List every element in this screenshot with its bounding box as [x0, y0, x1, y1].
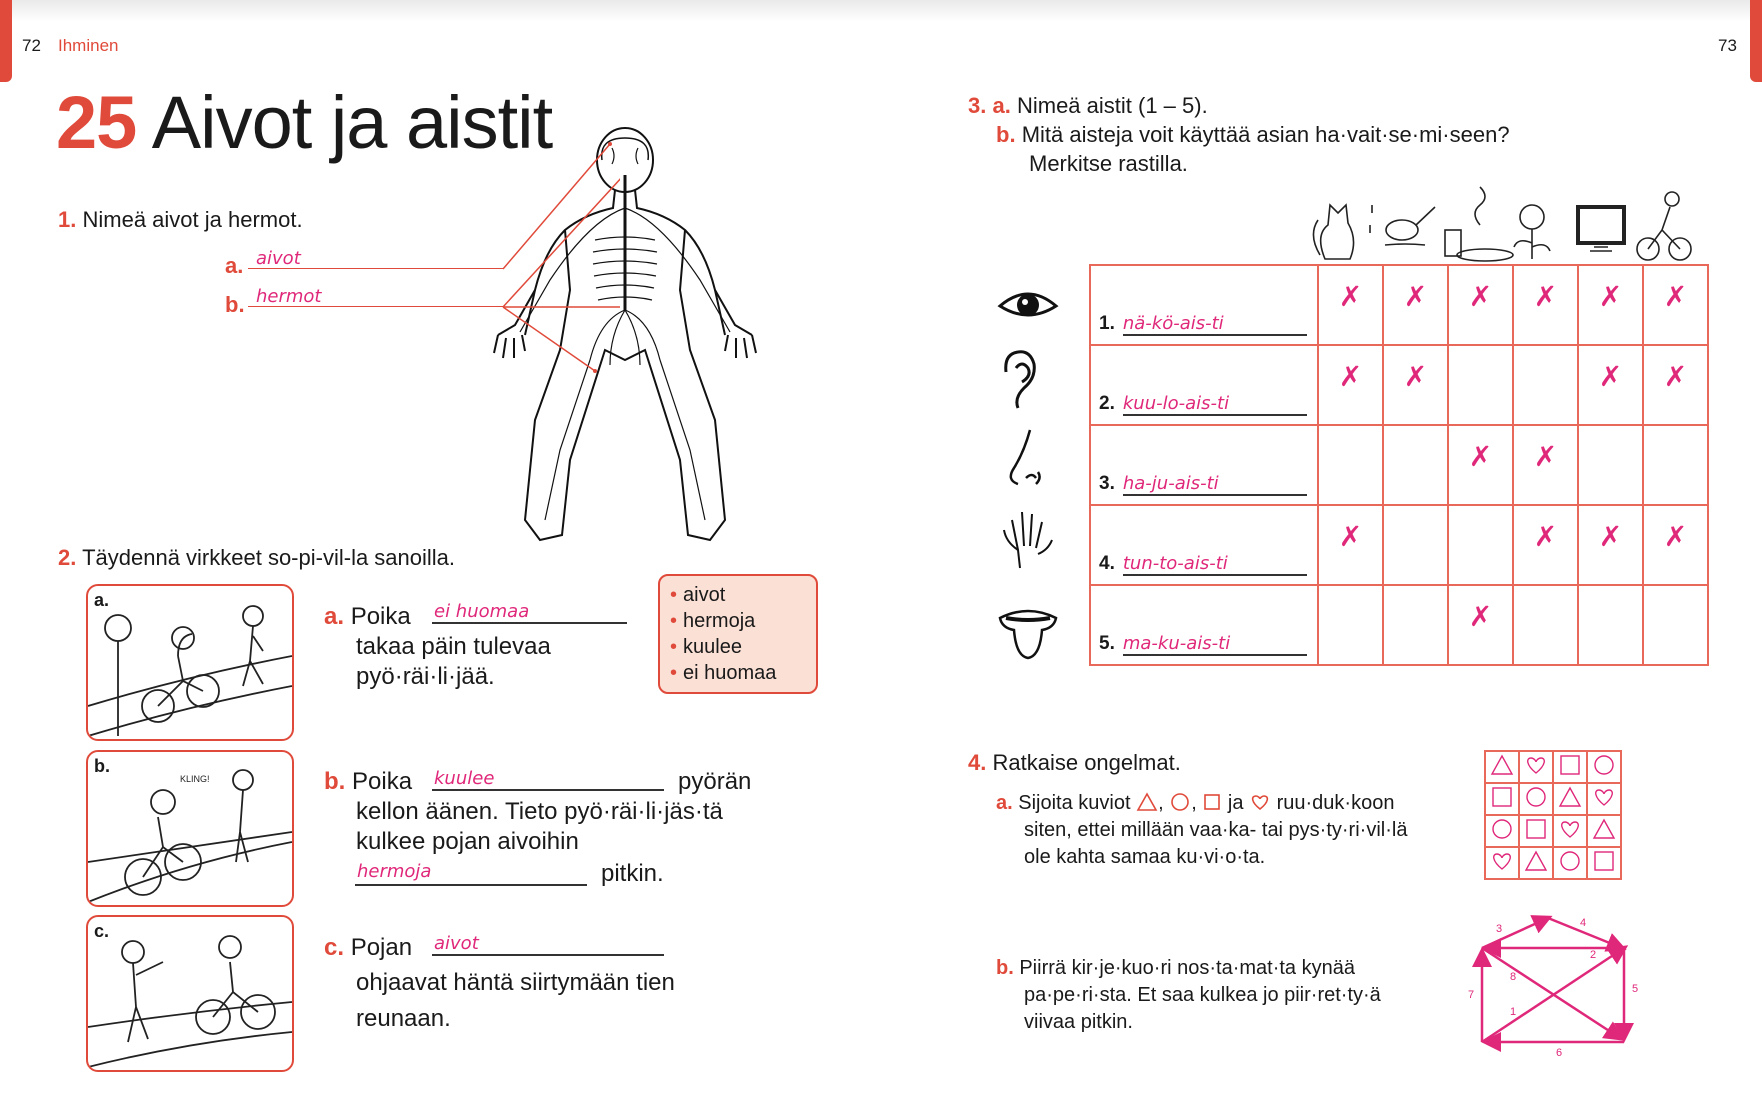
sentence-a-line2: takaa päin tulevaa — [356, 633, 551, 660]
sense-row — [1090, 585, 1708, 665]
mark-cell-flower-icon[interactable] — [1513, 265, 1578, 345]
task4-a-line1: a. Sijoita kuviot , , ja ruu·duk·koon — [996, 792, 1395, 814]
check-mark: ✗ — [1533, 440, 1558, 473]
shape-cell[interactable] — [1553, 847, 1587, 879]
check-mark: ✗ — [1338, 520, 1363, 553]
check-mark: ✗ — [1338, 280, 1363, 313]
sentence-a-line3: pyö·räi·li·jää. — [356, 663, 495, 690]
shape-cell[interactable] — [1587, 847, 1621, 879]
sense-row — [1090, 425, 1708, 505]
task4-b-line2: pa·pe·ri·sta. Et saa kulkea jo piir·ret·ty·ä — [1024, 984, 1381, 1006]
word-bank-item: • ei huomaa — [670, 662, 777, 684]
flower-icon — [1514, 205, 1550, 259]
heart-icon — [1524, 753, 1548, 777]
eye-icon — [996, 274, 1060, 338]
mark-cell-cat-icon[interactable] — [1318, 265, 1383, 345]
sentence-b-after: pyörän — [678, 768, 752, 795]
cyclist-icon — [1637, 192, 1691, 260]
sense-number: 4. — [1099, 553, 1115, 574]
kling-sound-text: KLING! — [180, 774, 210, 784]
mark-cell-bird-icon[interactable] — [1383, 265, 1448, 345]
task3-b-prompt2: Merkitse rastilla. — [1029, 151, 1188, 176]
mark-cell-food-icon[interactable] — [1448, 425, 1513, 505]
page-number-left: 72 — [22, 36, 41, 55]
shape-cell[interactable] — [1553, 751, 1587, 783]
mark-cell-bird-icon[interactable] — [1383, 425, 1448, 505]
fill-line-c — [432, 954, 664, 956]
senses-table — [1089, 264, 1709, 666]
mark-cell-food-icon[interactable] — [1448, 585, 1513, 665]
step-label: 1 — [1510, 1006, 1517, 1018]
sense-name-cell — [1090, 425, 1318, 505]
mark-cell-cat-icon[interactable] — [1318, 345, 1383, 425]
check-mark: ✗ — [1468, 280, 1493, 313]
shape-grid-row — [1485, 815, 1621, 847]
heart-icon — [1558, 817, 1582, 841]
word-bank — [658, 574, 818, 694]
chapter-tab-left — [0, 0, 12, 82]
page-top-shadow — [0, 0, 1762, 22]
step-label: 8 — [1510, 971, 1517, 983]
task3-b-prompt: b. Mitä aisteja voit käyttää asian ha·vait·se·mi·seen? — [996, 122, 1510, 147]
tv-icon — [1578, 207, 1624, 251]
bird-icon — [1370, 205, 1435, 245]
check-mark: ✗ — [1468, 440, 1493, 473]
word-bank-item: • kuulee — [670, 636, 742, 658]
page-title — [56, 81, 553, 164]
sense-name-cell — [1090, 345, 1318, 425]
fill-answer-a[interactable]: ei huomaa — [434, 601, 530, 622]
circle-icon — [1558, 849, 1582, 873]
sense-name-cell — [1090, 505, 1318, 585]
shape-cell[interactable] — [1485, 847, 1519, 879]
sentence-b-after2: pitkin. — [601, 860, 664, 887]
check-mark: ✗ — [1598, 360, 1623, 393]
shape-grid-row — [1485, 783, 1621, 815]
mark-cell-tv-icon[interactable] — [1578, 585, 1643, 665]
triangle-icon — [1592, 817, 1616, 841]
shape-cell[interactable] — [1519, 847, 1553, 879]
circle-icon — [1169, 792, 1191, 812]
check-mark: ✗ — [1468, 600, 1493, 633]
picture-label: c. — [94, 921, 110, 941]
lesson-title: Aivot ja aistit — [151, 81, 553, 164]
mark-cell-cat-icon[interactable] — [1318, 585, 1383, 665]
fill-answer-b[interactable]: kuulee — [434, 768, 495, 789]
task-text: Nimeä aivot ja hermot. — [82, 207, 303, 232]
mouth-icon — [996, 598, 1060, 662]
circle-icon — [1592, 753, 1616, 777]
sense-row — [1090, 505, 1708, 585]
sense-number: 3. — [1099, 473, 1115, 494]
sentence-a-line1: a. Poika — [324, 603, 411, 630]
mark-cell-cyclist-icon[interactable] — [1643, 425, 1708, 505]
shape-grid — [1484, 750, 1622, 880]
picture-c — [86, 915, 294, 1072]
mark-cell-cyclist-icon[interactable] — [1643, 585, 1708, 665]
label-connectors — [500, 130, 620, 380]
heart-icon — [1592, 785, 1616, 809]
envelope-edge-8 — [1482, 948, 1620, 1038]
mark-cell-cyclist-icon[interactable] — [1643, 505, 1708, 585]
picture-b — [86, 750, 294, 907]
step-label: 4 — [1580, 917, 1587, 929]
sentence-b-line3: kulkee pojan aivoihin — [356, 828, 579, 855]
fill-answer-b2[interactable]: hermoja — [357, 861, 432, 882]
mark-cell-cat-icon[interactable] — [1318, 505, 1383, 585]
lesson-number: 25 — [56, 81, 137, 164]
circle-icon — [1490, 817, 1514, 841]
shape-grid-row — [1485, 847, 1621, 879]
check-mark: ✗ — [1403, 280, 1428, 313]
envelope-edge-3 — [1482, 918, 1548, 948]
task-number: 2. — [58, 545, 77, 570]
shape-cell[interactable] — [1587, 751, 1621, 783]
check-mark: ✗ — [1598, 280, 1623, 313]
heart-icon — [1490, 849, 1514, 873]
column-icons — [1310, 185, 1710, 263]
shape-cell[interactable] — [1587, 815, 1621, 847]
fill-line-a — [432, 622, 627, 624]
cyclist-ringing-bell-illustration — [88, 752, 292, 905]
mark-cell-flower-icon[interactable] — [1513, 425, 1578, 505]
mark-cell-bird-icon[interactable] — [1383, 505, 1448, 585]
shape-cell[interactable] — [1519, 783, 1553, 815]
circle-icon — [1524, 785, 1548, 809]
step-label: 6 — [1556, 1047, 1563, 1057]
sense-answer[interactable]: nä-kö-ais-ti — [1123, 313, 1307, 336]
check-mark: ✗ — [1663, 280, 1688, 313]
answer-brain[interactable]: aivot — [256, 248, 301, 269]
mark-cell-tv-icon[interactable] — [1578, 345, 1643, 425]
sense-answer[interactable]: ha-ju-ais-ti — [1123, 473, 1307, 496]
sense-row — [1090, 265, 1708, 345]
fill-line-b — [432, 789, 664, 791]
mark-cell-food-icon[interactable] — [1448, 265, 1513, 345]
shape-cell[interactable] — [1485, 783, 1519, 815]
mark-cell-cat-icon[interactable] — [1318, 425, 1383, 505]
square-icon — [1202, 792, 1222, 812]
fill-answer-c[interactable]: aivot — [434, 933, 479, 954]
task4-b-line3: viivaa pitkin. — [1024, 1011, 1133, 1033]
shape-grid-row — [1485, 751, 1621, 783]
task-text: Täydennä virkkeet so-pi-vil-la sanoilla. — [82, 545, 456, 570]
shape-cell[interactable] — [1519, 751, 1553, 783]
shape-cell[interactable] — [1485, 751, 1519, 783]
shape-cell[interactable] — [1485, 815, 1519, 847]
fill-line-b2 — [355, 884, 587, 886]
picture-a — [86, 584, 294, 741]
check-mark: ✗ — [1533, 280, 1558, 313]
square-icon — [1524, 817, 1548, 841]
triangle-icon — [1136, 792, 1158, 812]
shape-cell[interactable] — [1587, 783, 1621, 815]
sentence-b-line2: kellon äänen. Tieto pyö·räi·li·jäs·tä — [356, 798, 723, 825]
mark-cell-food-icon[interactable] — [1448, 345, 1513, 425]
sense-answer[interactable]: kuu-lo-ais-ti — [1123, 393, 1307, 416]
sense-number: 2. — [1099, 393, 1115, 414]
task1-label-a: a. — [225, 253, 244, 278]
square-icon — [1490, 785, 1514, 809]
task3-a-prompt: 3. a. Nimeä aistit (1 – 5). — [968, 93, 1208, 118]
step-label: 3 — [1496, 923, 1503, 935]
sense-number: 5. — [1099, 633, 1115, 654]
check-mark: ✗ — [1338, 360, 1363, 393]
chapter-name: Ihminen — [58, 36, 119, 55]
page-number-right: 73 — [1718, 36, 1737, 55]
triangle-icon — [1558, 785, 1582, 809]
nose-icon — [996, 428, 1060, 492]
mark-cell-bird-icon[interactable] — [1383, 345, 1448, 425]
mark-cell-flower-icon[interactable] — [1513, 345, 1578, 425]
sentence-c-line3: reunaan. — [356, 1005, 451, 1032]
check-mark: ✗ — [1663, 520, 1688, 553]
mark-cell-flower-icon[interactable] — [1513, 585, 1578, 665]
sentence-c-line2: ohjaavat häntä siirtymään tien — [356, 969, 675, 996]
shape-cell[interactable] — [1519, 815, 1553, 847]
mark-cell-flower-icon[interactable] — [1513, 505, 1578, 585]
task4-a-line3: ole kahta samaa ku·vi·o·ta. — [1024, 846, 1266, 868]
mark-cell-cyclist-icon[interactable] — [1643, 265, 1708, 345]
sense-answer[interactable]: ma-ku-ais-ti — [1123, 633, 1307, 656]
step-label: 7 — [1468, 989, 1475, 1001]
task1-prompt — [58, 207, 303, 233]
sentence-b-line1: b. Poika — [324, 768, 413, 795]
sense-row — [1090, 345, 1708, 425]
triangle-icon — [1524, 849, 1548, 873]
cyclist-passing-boy-illustration — [88, 586, 292, 739]
mark-cell-tv-icon[interactable] — [1578, 425, 1643, 505]
check-mark: ✗ — [1533, 520, 1558, 553]
square-icon — [1592, 849, 1616, 873]
check-mark: ✗ — [1663, 360, 1688, 393]
task4-a-line2: siten, ettei millään vaa·ka- tai pys·ty·ri·vil·lä — [1024, 819, 1408, 841]
ear-icon — [996, 348, 1060, 412]
mark-cell-tv-icon[interactable] — [1578, 265, 1643, 345]
cyclist-moving-aside-illustration — [88, 917, 292, 1070]
sense-number: 1. — [1099, 313, 1115, 334]
heart-icon — [1249, 792, 1271, 812]
task4-prompt: 4. Ratkaise ongelmat. — [968, 750, 1181, 775]
answer-nerves[interactable]: hermot — [256, 286, 322, 307]
step-label: 2 — [1590, 949, 1597, 961]
mark-cell-tv-icon[interactable] — [1578, 505, 1643, 585]
picture-label: b. — [94, 756, 110, 776]
mark-cell-bird-icon[interactable] — [1383, 585, 1448, 665]
word-bank-item: • hermoja — [670, 610, 756, 632]
word-bank-item: • aivot — [670, 584, 726, 606]
triangle-icon — [1490, 753, 1514, 777]
sense-name-cell — [1090, 265, 1318, 345]
mark-cell-cyclist-icon[interactable] — [1643, 345, 1708, 425]
sentence-c-line1: c. Pojan — [324, 934, 413, 961]
check-mark: ✗ — [1403, 360, 1428, 393]
shape-cell[interactable] — [1553, 815, 1587, 847]
envelope-diagram — [1464, 912, 1664, 1057]
cat-icon — [1313, 205, 1353, 259]
task4-b-line1: b. Piirrä kir·je·kuo·ri nos·ta·mat·ta kynää — [996, 957, 1355, 979]
check-mark: ✗ — [1598, 520, 1623, 553]
mark-cell-food-icon[interactable] — [1448, 505, 1513, 585]
square-icon — [1558, 753, 1582, 777]
chapter-tab-right — [1750, 0, 1762, 82]
hand-icon — [996, 506, 1060, 570]
food-icon — [1445, 187, 1513, 261]
task1-label-b: b. — [225, 292, 245, 317]
step-label: 5 — [1632, 983, 1639, 995]
sense-answer[interactable]: tun-to-ais-ti — [1123, 553, 1307, 576]
task-number: 1. — [58, 207, 77, 232]
sense-name-cell — [1090, 585, 1318, 665]
picture-label: a. — [94, 590, 110, 610]
task2-prompt — [58, 545, 455, 571]
shape-cell[interactable] — [1553, 783, 1587, 815]
